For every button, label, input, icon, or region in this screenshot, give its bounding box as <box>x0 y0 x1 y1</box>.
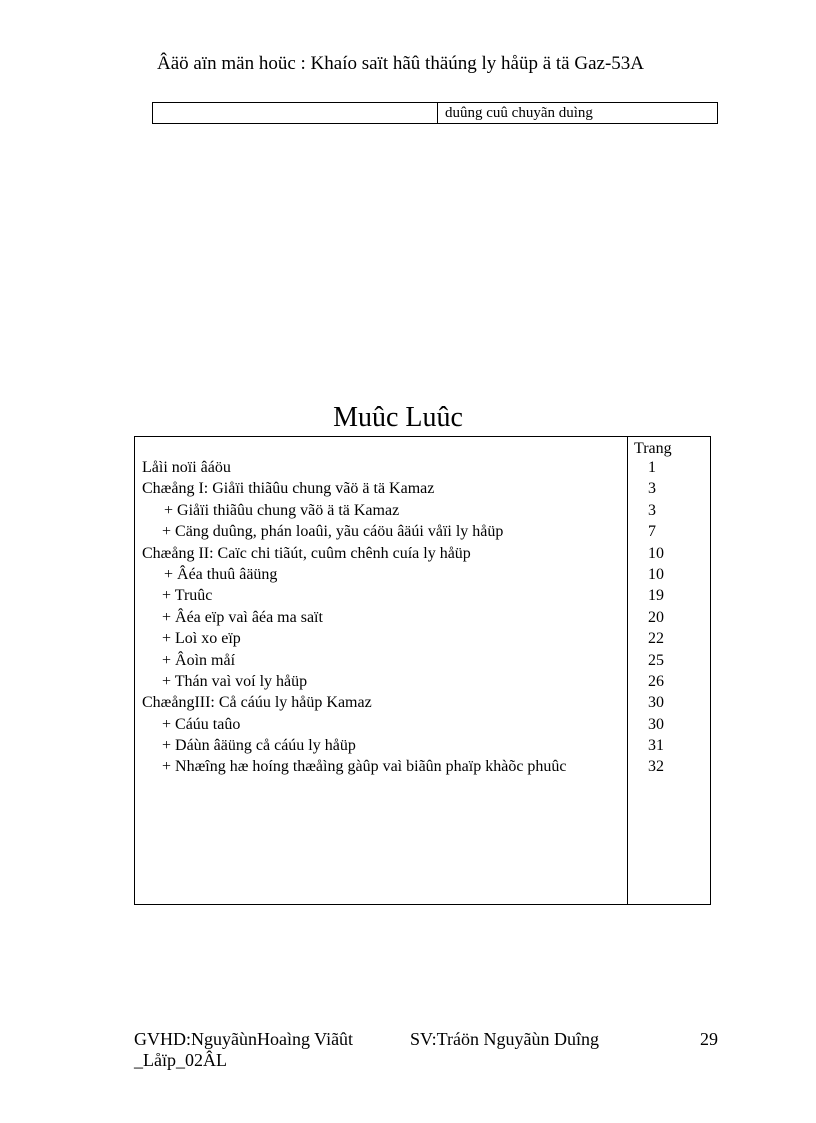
toc-entry <box>142 652 707 673</box>
toc-entry-page: 3 <box>648 501 656 519</box>
toc-entry-label: + Cáúu taûo <box>162 715 241 733</box>
toc-entry-label: ChæångIII: Cå cáúu ly håüp Kamaz <box>142 694 372 712</box>
toc-entry <box>142 523 707 544</box>
footer-student: SV:Tráön Nguyãùn Duîng <box>410 1029 600 1049</box>
toc-entry-label: Chæång II: Caïc chi tiãút, cuûm chênh cuía ly håüp <box>142 544 471 562</box>
toc-entry-label: + Nhæîng hæ hoíng thæåìng gàûp vaì biãûn phaïp khàõc phuûc <box>162 758 567 776</box>
toc-entry <box>142 502 707 523</box>
toc-entry <box>142 630 707 651</box>
table-cell-text: duûng cuû chuyãn duìng <box>445 105 593 121</box>
footer-instructor <box>134 1029 353 1071</box>
toc-entry-label: + Dáùn âäüng cå cáúu ly håüp <box>162 737 356 755</box>
table-divider <box>437 103 438 123</box>
toc-entry <box>142 758 707 779</box>
footer-instructor-line1: GVHD:NguyãùnHoaìng Viãût <box>134 1029 354 1049</box>
toc-entry-label: + Âéa thuû âäüng <box>164 565 278 583</box>
toc-entry <box>142 673 707 694</box>
toc-entry-page: 10 <box>648 544 664 562</box>
toc-entry-label: + Thán vaì voí ly håüp <box>162 672 308 690</box>
toc-entry-page: 3 <box>648 480 656 498</box>
top-table-fragment <box>152 102 718 124</box>
toc-entry <box>142 587 707 608</box>
toc-page-column-header: Trang <box>634 440 672 457</box>
toc-table <box>134 436 711 905</box>
toc-entry-page: 7 <box>648 523 656 541</box>
toc-entry-page: 1 <box>648 459 656 476</box>
toc-entry <box>142 694 707 715</box>
toc-entry-label: + Truûc <box>162 587 213 605</box>
toc-entry-label: + Cäng duûng, phán loaûi, yãu cáöu âäúi våïi ly håüp <box>162 523 504 541</box>
toc-entry-label: + Loì xo eïp <box>162 630 241 648</box>
toc-entry-label: Chæång I: Giåïi thiãûu chung vãö ä tä Kamaz <box>142 480 435 498</box>
toc-entry-page: 26 <box>648 672 664 690</box>
toc-entries <box>142 459 707 780</box>
toc-entry-label: Låìi noïi âáöu <box>142 459 231 476</box>
toc-entry <box>142 459 707 480</box>
document-header: Âäö aïn män hoüc : Khaío saït hãû thäúng ly håüp ä tä Gaz-53A <box>157 53 644 74</box>
toc-entry-page: 30 <box>648 715 664 733</box>
footer-page-number: 29 <box>700 1029 718 1049</box>
toc-entry <box>142 609 707 630</box>
toc-entry <box>142 545 707 566</box>
toc-entry-label: + Âéa eïp vaì âéa ma saït <box>162 608 323 626</box>
toc-entry-page: 25 <box>648 651 664 669</box>
toc-entry-page: 30 <box>648 694 664 712</box>
toc-entry-label: + Giåïi thiãûu chung vãö ä tä Kamaz <box>164 501 400 519</box>
toc-entry <box>142 480 707 501</box>
toc-entry <box>142 716 707 737</box>
toc-entry-page: 32 <box>648 758 664 776</box>
toc-entry <box>142 737 707 758</box>
toc-title: Muûc Luûc <box>333 402 463 433</box>
toc-entry-page: 10 <box>648 565 664 583</box>
toc-entry-page: 19 <box>648 587 664 605</box>
toc-entry-page: 22 <box>648 630 664 648</box>
toc-entry-label: + Âoìn måí <box>162 651 236 669</box>
footer-instructor-line2: _Låïp_02ÂL <box>134 1050 227 1070</box>
toc-entry <box>142 566 707 587</box>
toc-entry-page: 31 <box>648 737 664 755</box>
toc-entry-page: 20 <box>648 608 664 626</box>
